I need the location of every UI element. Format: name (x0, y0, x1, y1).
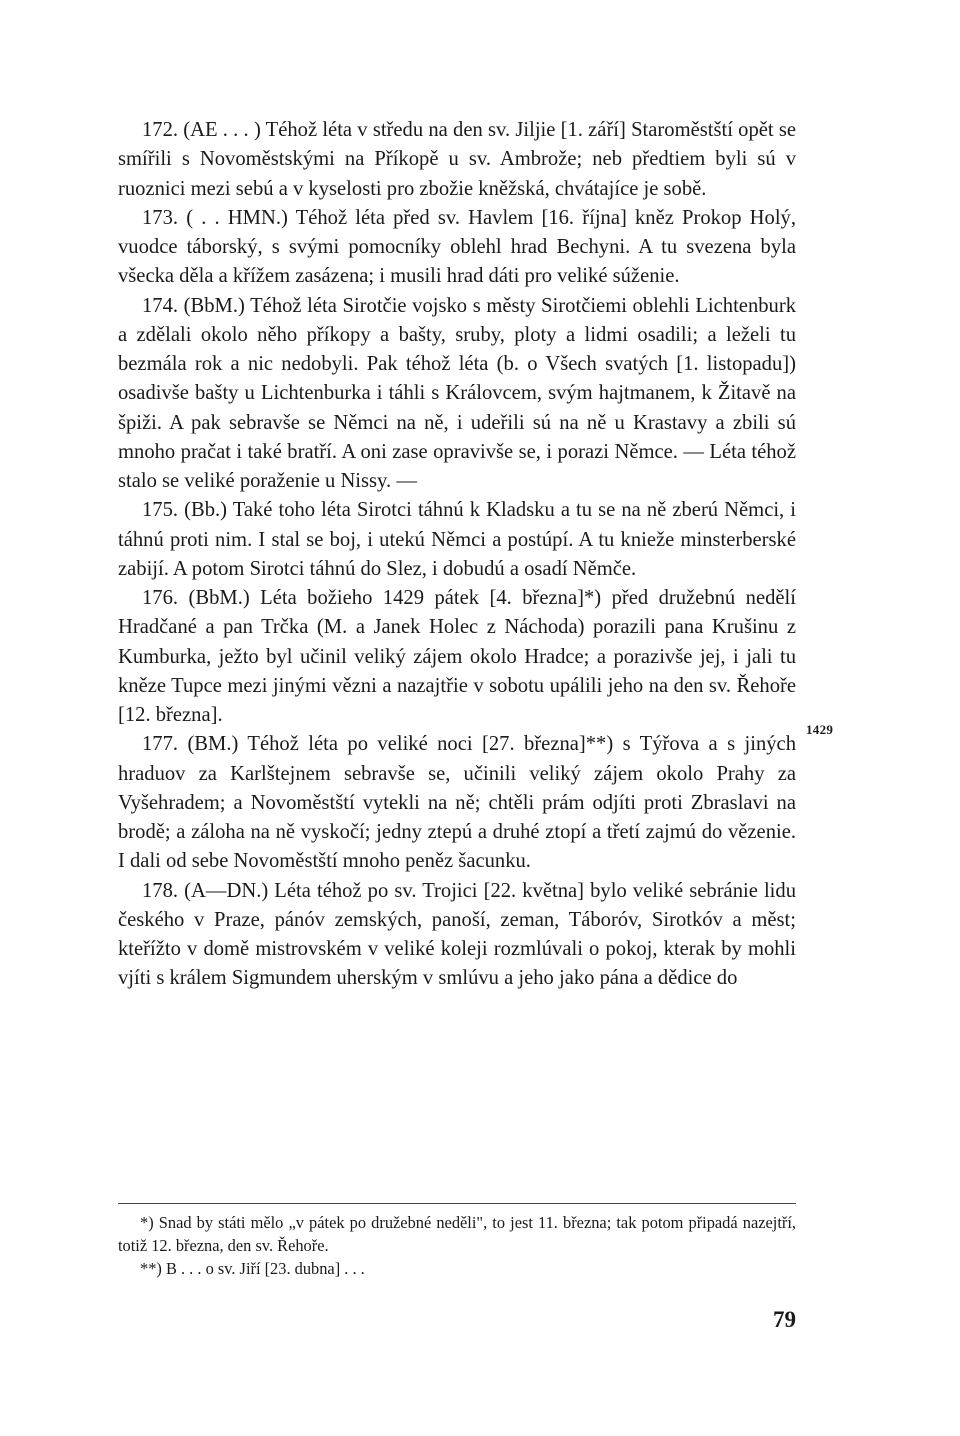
footnote-1: *) Snad by státi mělo „v pátek po družebné neděli", to jest 11. března; tak potom připadá nazejtří, totiž 12. března, den sv. Řehoře. (118, 1213, 796, 1255)
margin-year-note: 1429 (806, 722, 834, 737)
paragraph-175: 175. (Bb.) Také toho léta Sirotci táhnú k Kladsku a tu se na ně zberú Němci, i táhnú proti nim. I stal se boj, i utekú Němci a postúpí. A tu knieže minsterberské zabijí. A potom Sirotci táhnú do Slez, i dobudú a osadí Němče. (118, 499, 796, 580)
footnotes (118, 1211, 796, 1280)
main-text (118, 116, 796, 994)
paragraph-174: 174. (BbM.) Téhož léta Sirotčie vojsko s městy Sirotčiemi oblehli Lichtenburk a zdělali okolo něho příkopy a bašty, sruby, ploty a lidmi osadili; a leželi tu bezmála rok a nic nedobyli. Pak téhož léta (b. o Všech svatých [1. listopadu]) osadivše bašty u Lichtenburka i táhli s Královcem, svým hajtmanem, k Žitavě na špiži. A pak sebravše se Němci na ně, i udeřili sú na ně u Krastavy a zbili sú mnoho pračat i také bratří. A oni zase opravivše se, i porazi Němce. — Léta téhož stalo se veliké poraženie u Nissy. — (118, 294, 796, 492)
footnote-divider (118, 1203, 796, 1204)
paragraph-176: 176. (BbM.) Léta božieho 1429 pátek [4. března]*) před družebnú nedělí Hradčané a pan Trčka (M. a Janek Holec z Náchoda) porazili pana Krušinu z Kumburka, ježto byl učinil veliký zájem okolo Hradce; a porazivše jej, i jali tu kněze Tupce mezi jinými vězni a nazajtřie v sobotu upálili jeho na den sv. Řehoře [12. března]. (118, 587, 796, 726)
paragraph-178: 178. (A—DN.) Léta téhož po sv. Trojici [22. května] bylo veliké sebránie lidu českého v Praze, pánóv zemských, panoší, zeman, Táboróv, Sirotkóv a měst; kteřížto v domě mistrovském v veliké koleji rozmlúvali o pokoj, kterak by mohli vjíti s králem Sigmundem uherským v smlúvu a jeho jako pána a dědice do (118, 879, 796, 990)
paragraph-177: 177. (BM.) Téhož léta po veliké noci [27. března]**) s Týřova a s jiných hraduov za Karlštejnem sebravše se, učinili veliký zájem okolo Prahy za Vyšehradem; a Novoměstští vytekli na ně; chtěli prám odjíti proti Zbraslavi na brodě; a záloha na ně vyskočí; jedny ztepú a druhé ztopí a třetí zajmú do vězenie. I dali od sebe Novoměstští mnoho peněz šacunku. (118, 733, 796, 873)
footnote-2: **) B . . . o sv. Jiří [23. dubna] . . . (140, 1259, 365, 1278)
paragraph-173: 173. ( . . HMN.) Téhož léta před sv. Havlem [16. října] kněz Prokop Holý, vuodce táborský, s svými pomocníky oblehl hrad Bechyni. A tu svezena byla všecka děla a křížem zasázena; i musili hrad dáti pro veliké súženie. (118, 206, 796, 288)
page-number: 79 (773, 1307, 796, 1332)
paragraph-172: 172. (AE . . . ) Téhož léta v středu na den sv. Jiljie [1. září] Staroměstští opět se smířili s Novoměstskými na Příkopě u sv. Ambrože; neb předtiem byli sú v ruoznici mezi sebú a v kyselosti pro zbožie kněžská, chvátajíce je sobě. (118, 119, 796, 200)
